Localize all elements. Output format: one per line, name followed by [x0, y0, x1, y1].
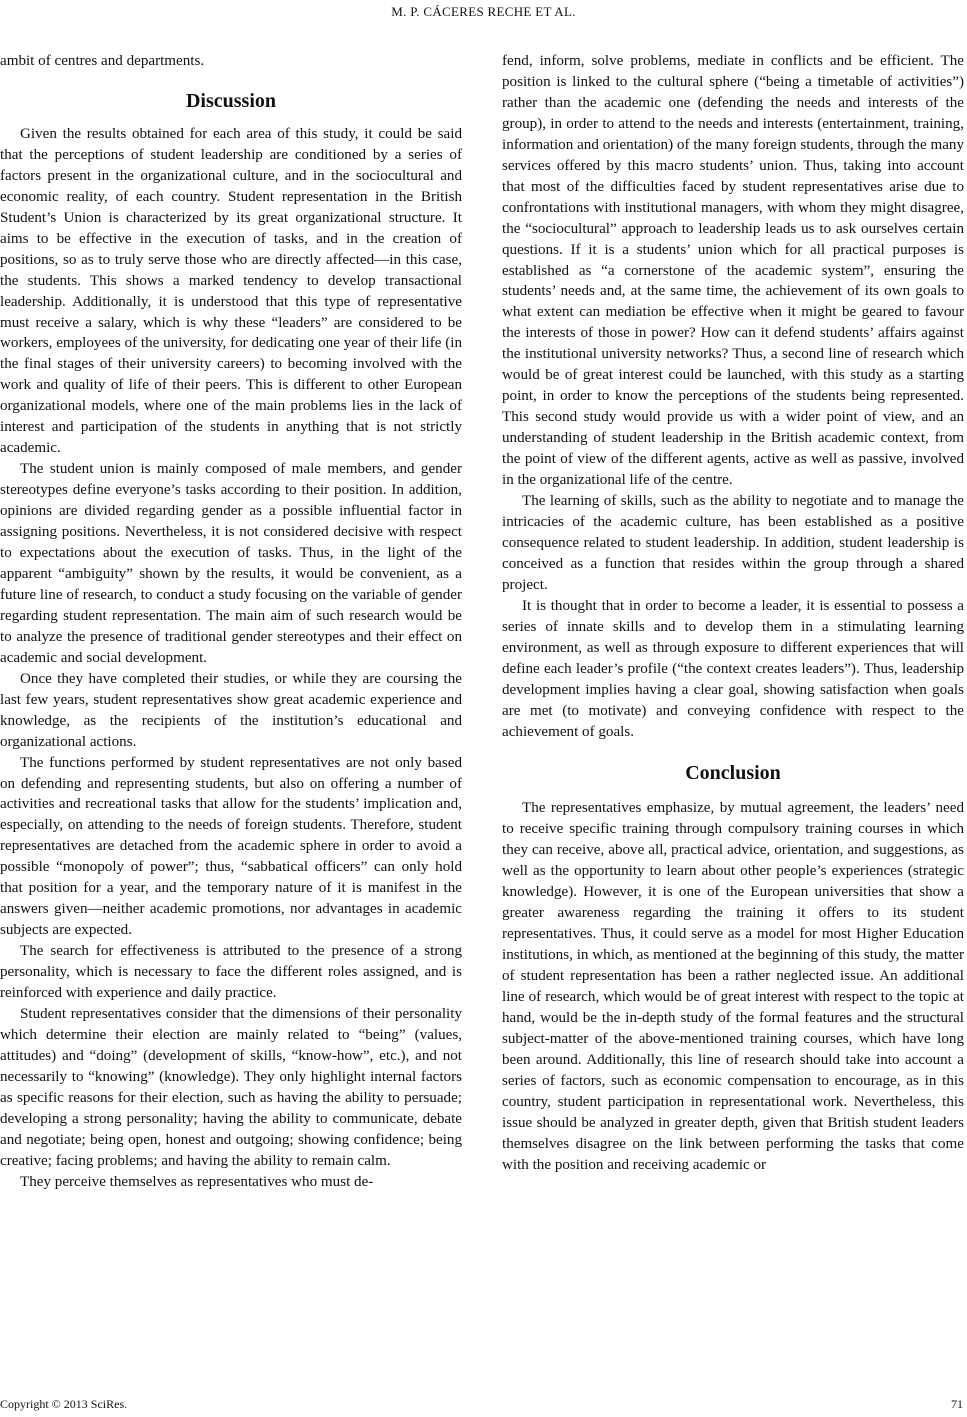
page-footer [0, 1397, 967, 1413]
running-head: M. P. CÁCERES RECHE ET AL. [391, 4, 576, 19]
continuation-paragraph: ambit of centres and departments. [0, 53, 205, 69]
discussion-paragraph-7-continued: fend, inform, solve problems, mediate in conflicts and be efficient. The position is linked to the cultural sphere (“being a timetable of activities”) rather than the academic one (defending the needs and interests of the group), in order to attend to the needs and interests (entertainment, training, information and orientation) of the many foreign students, through the many services offered by this macro students’ union. Thus, taking into account that most of the difficulties faced by student representatives arise due to confrontations with institutional managers, with whom they might disagree, the “sociocultural” approach to leadership leads us to ask ourselves certain questions. If it is a students’ union which for all practical purposes is established as “a cornerstone of the academic system”, ensuring the students’ needs and, at the same time, the achievement of its own goals to what extent can mediation be effective when it might be geared to favour the interests of those in power? How can it defend students’ affairs against the institutional university networks? Thus, a second line of research which would be of great interest could be launched, with this study as a starting point, in order to know the perceptions of the students being represented. This second study would provide us with a wider point of view, and an understanding of student leadership in the British academic context, from the point of view of the different agents, active as well as passive, involved in the organizational life of the centre. [502, 53, 964, 489]
discussion-paragraph-9: It is thought that in order to become a leader, it is essential to possess a series of innate skills and to develop them in a stimulating learning environment, as well as through exposure to different experiences that will define each leader’s profile (“the context creates leaders”). Thus, leadership development implies having a clear goal, showing satisfaction when goals are met (to motivate) and conveying confidence with respect to the achievement of goals. [502, 597, 964, 740]
copyright-notice: Copyright © 2013 SciRes. [0, 1397, 128, 1411]
right-column [502, 51, 964, 1176]
discussion-paragraph-6: Student representatives consider that the dimensions of their personality which determine their election are mainly related to “being” (values, attitudes) and “doing” (development of skills, “know-how”, etc.), and not necessarily to “knowing” (knowledge). They only highlight internal factors as specific reasons for their election, such as having the ability to persuade; developing a strong personality; having the ability to communicate, debate and negotiate; being open, honest and outgoing; showing confidence; being creative; facing problems; and having the ability to remain calm. [0, 1005, 462, 1169]
conclusion-heading: Conclusion [685, 762, 781, 785]
discussion-paragraph-2: The student union is mainly composed of male members, and gender stereotypes define everyone’s tasks according to their position. In addition, opinions are divided regarding gender as a possible influential factor in assigning positions. Nevertheless, it is not considered decisive with respect to expectations about the execution of tasks. Thus, in the light of the apparent “ambiguity” shown by the results, it would be convenient, as a future line of research, to conduct a study focusing on the variable of gender regarding student representation. The main aim of such research would be to analyze the presence of traditional gender stereotypes and their effect on academic and social development. [0, 461, 462, 666]
discussion-paragraph-3: Once they have completed their studies, or while they are coursing the last few years, student representatives show great academic experience and knowledge, as the recipients of the institution’s educational and organizational actions. [0, 670, 462, 750]
discussion-paragraph-4: The functions performed by student representatives are not only based on defending and representing students, but also on offering a number of activities and recreational tasks that allow for the students’ implication and, especially, on attending to the needs of foreign students. Therefore, student representatives are detached from the academic sphere in order to avoid a possible “monopoly of power”; thus, “sabbatical officers” can only hold that position for a year, and the temporary nature of it is manifest in the answers given—neither academic promotions, nor advantages in academic subjects are expected. [0, 754, 462, 939]
discussion-paragraph-5: The search for effectiveness is attributed to the presence of a strong personality, which is necessary to face the different roles assigned, and is reinforced with experience and daily practice. [0, 943, 462, 1002]
left-column [0, 51, 462, 1193]
discussion-heading: Discussion [185, 89, 277, 112]
discussion-paragraph-7: They perceive themselves as representatives who must de- [20, 1173, 374, 1190]
conclusion-paragraph-1: The representatives emphasize, by mutual agreement, the leaders’ need to receive specific training through compulsory training courses in which they can receive, above all, practical advice, orientation, and suggestions, as well as the opportunity to learn about other people’s experiences (strategic knowledge). However, it is one of the European universities that show a greater awareness regarding the training it offers to its student representatives. Thus, it could serve as a model for most Higher Education institutions, in which, as mentioned at the beginning of this study, the matter of student representation has been a rather neglected issue. An additional line of research, which would be of great interest with respect to the topic at hand, would be the in-depth study of the formal features and the structural subject-matter of the above-mentioned training courses, which have long been around. Additionally, this line of research should take into account a series of factors, such as economic compensation to encourage, as in this country, student participation in representational work. Nevertheless, this issue should be analyzed in greater depth, given that British student leaders themselves disagree on the link between performing the tasks that come with the position and receiving academic or [502, 800, 964, 1173]
discussion-paragraph-1: Given the results obtained for each area of this study, it could be said that the perceptions of student leadership are conditioned by a series of factors present in the organizational culture, and in the sociocultural and economic reality, of each country. Student representation in the British Student’s Union is characterized by its great organizational structure. It aims to be effective in the execution of tasks, and in the creation of positions, so as to truly serve those who are directly affected—in this case, the students. This shows a marked tendency to develop transactional leadership. Additionally, it is understood that this type of representative must receive a salary, which is why these “leaders” are considered to be workers, employees of the university, for dedicating one year of their life (in the final stages of their university careers) to becoming involved with the work and quality of life of their peers. This is different to other European organizational models, where one of the main problems lies in the lack of interest and participation of the students in anything that is not strictly academic. [0, 125, 462, 457]
discussion-paragraph-8: The learning of skills, such as the ability to negotiate and to manage the intricacies of the academic culture, has been established as a positive consequence related to student leadership. In addition, student leadership is conceived as a function that resides within the group through a shared project. [502, 493, 964, 593]
page-number: 71 [951, 1397, 963, 1411]
